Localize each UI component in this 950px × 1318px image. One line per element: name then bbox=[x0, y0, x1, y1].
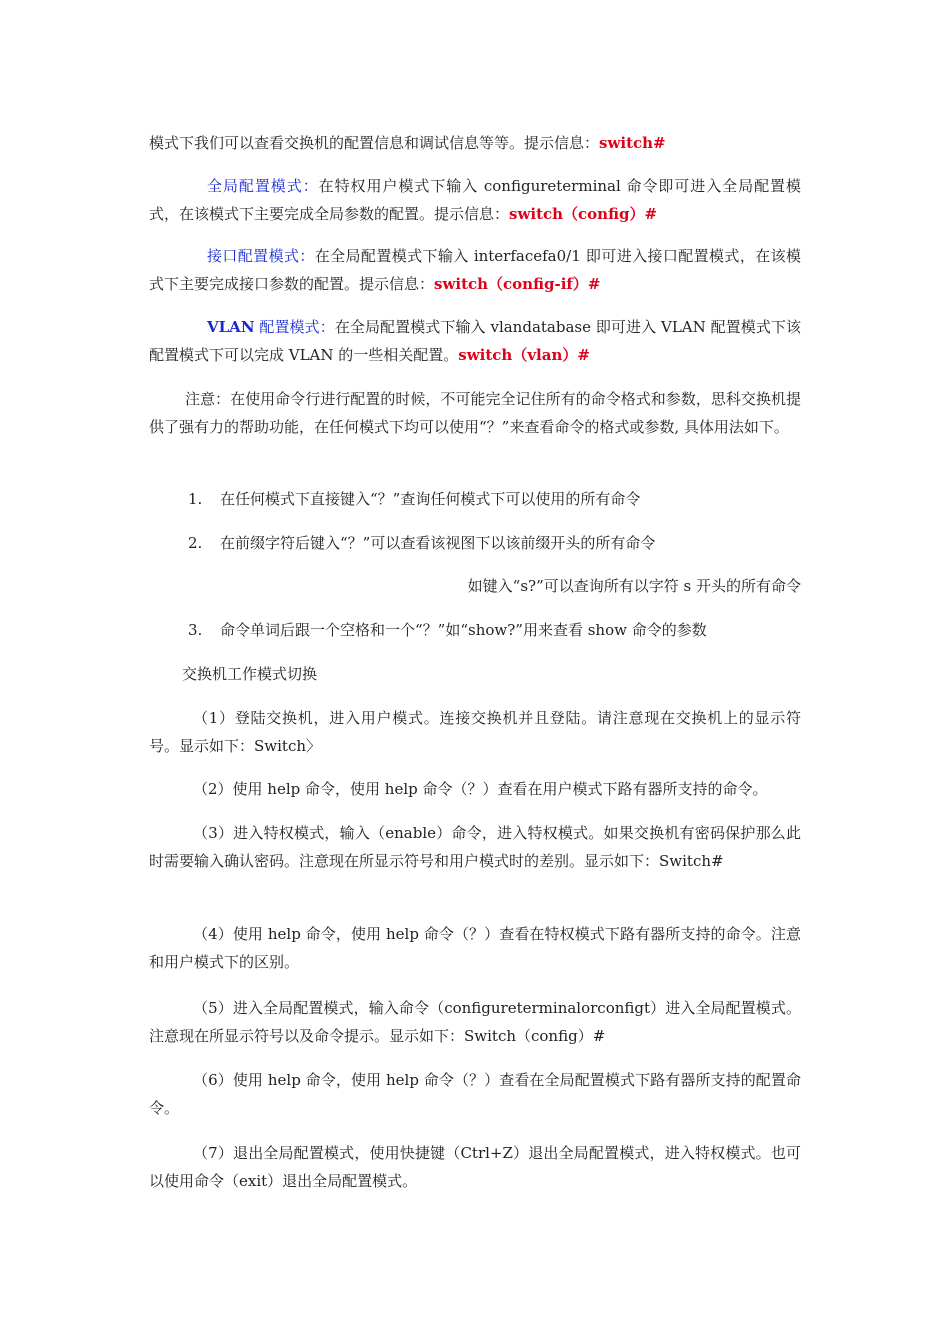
list-number: 3. bbox=[188, 621, 203, 639]
list-number: 1. bbox=[188, 490, 203, 508]
paragraph-text: 在特权用户模式下输入 configureterminal 命令即可进入全局配置模式，在该模式下主要完成全局参数的配置。提示信息： bbox=[149, 177, 801, 223]
mode-title: 接口配置模式： bbox=[207, 247, 315, 265]
step-paragraph: （6）使用 help 命令，使用 help 命令（？）查看在全局配置模式下路有器所支持的配置命令。 bbox=[149, 1071, 801, 1117]
list-text: 命令单词后跟一个空格和一个“？”如“show?”用来查看 show 命令的参数 bbox=[220, 621, 707, 639]
paragraph-help-note: 注意：在使用命令行进行配置的时候，不可能完全记住所有的命令格式和参数，思科交换机提供了强有力的帮助功能，在任何模式下均可以使用“？”来查看命令的格式或参数, 具体用法如下。 bbox=[149, 390, 801, 436]
paragraph-text: 模式下我们可以查看交换机的配置信息和调试信息等等。提示信息： bbox=[149, 134, 600, 152]
step-paragraph: （4）使用 help 命令，使用 help 命令（？）查看在特权模式下路有器所支持的命令。注意和用户模式下的区别。 bbox=[149, 925, 801, 971]
list-number: 2. bbox=[188, 534, 203, 552]
prompt-switch: switch# bbox=[599, 134, 666, 152]
paragraph-privileged-mode bbox=[149, 129, 801, 157]
list-item bbox=[188, 485, 801, 513]
list-item bbox=[188, 529, 801, 557]
paragraph-interface-config-mode bbox=[149, 242, 801, 298]
list-text: 在任何模式下直接键入“？”查询任何模式下可以使用的所有命令 bbox=[220, 490, 641, 508]
section-title: 交换机工作模式切换 bbox=[182, 665, 318, 683]
mode-title-vlan: VLAN bbox=[207, 318, 255, 336]
paragraph-vlan-config-mode bbox=[149, 313, 801, 369]
prompt-switch-config-if: switch（config-if）# bbox=[434, 275, 601, 293]
step-paragraph: （3）进入特权模式，输入（enable）命令，进入特权模式。如果交换机有密码保护那么此时需要输入确认密码。注意现在所显示符号和用户模式时的差别。显示如下：Switch# bbox=[149, 824, 801, 870]
paragraph-text: 在全局配置模式下输入 vlandatabase 即可进入 VLAN 配置模式下该配置模式下可以完成 VLAN 的一些相关配置。 bbox=[149, 318, 801, 364]
prompt-switch-vlan: switch（vlan）# bbox=[458, 346, 590, 364]
mode-title: 全局配置模式： bbox=[207, 177, 319, 195]
step-paragraph: （1）登陆交换机，进入用户模式。连接交换机并且登陆。请注意现在交换机上的显示符号。显示如下：Switch〉 bbox=[149, 709, 801, 755]
step-paragraph: （7）退出全局配置模式，使用快捷键（Ctrl+Z）退出全局配置模式，进入特权模式。也可以使用命令（exit）退出全局配置模式。 bbox=[149, 1144, 801, 1190]
mode-title: 配置模式： bbox=[254, 318, 335, 336]
paragraph-global-config-mode bbox=[149, 172, 801, 228]
step-paragraph: （5）进入全局配置模式，输入命令（configureterminalorconfigt）进入全局配置模式。注意现在所显示符号以及命令提示。显示如下：Switch（config）# bbox=[149, 999, 801, 1045]
paragraph-text: 在全局配置模式下输入 interfacefa0/1 即可进入接口配置模式，在该模式下主要完成接口参数的配置。提示信息： bbox=[149, 247, 801, 293]
step-paragraph: （2）使用 help 命令，使用 help 命令（？）查看在用户模式下路有器所支持的命令。 bbox=[193, 780, 768, 798]
list-text: 在前缀字符后键入“？”可以查看该视图下以该前缀开头的所有命令 bbox=[220, 534, 656, 552]
list-note: 如键入“s?”可以查询所有以字符 s 开头的所有命令 bbox=[467, 577, 801, 595]
list-item bbox=[188, 616, 801, 644]
prompt-switch-config: switch（config）# bbox=[509, 205, 658, 223]
